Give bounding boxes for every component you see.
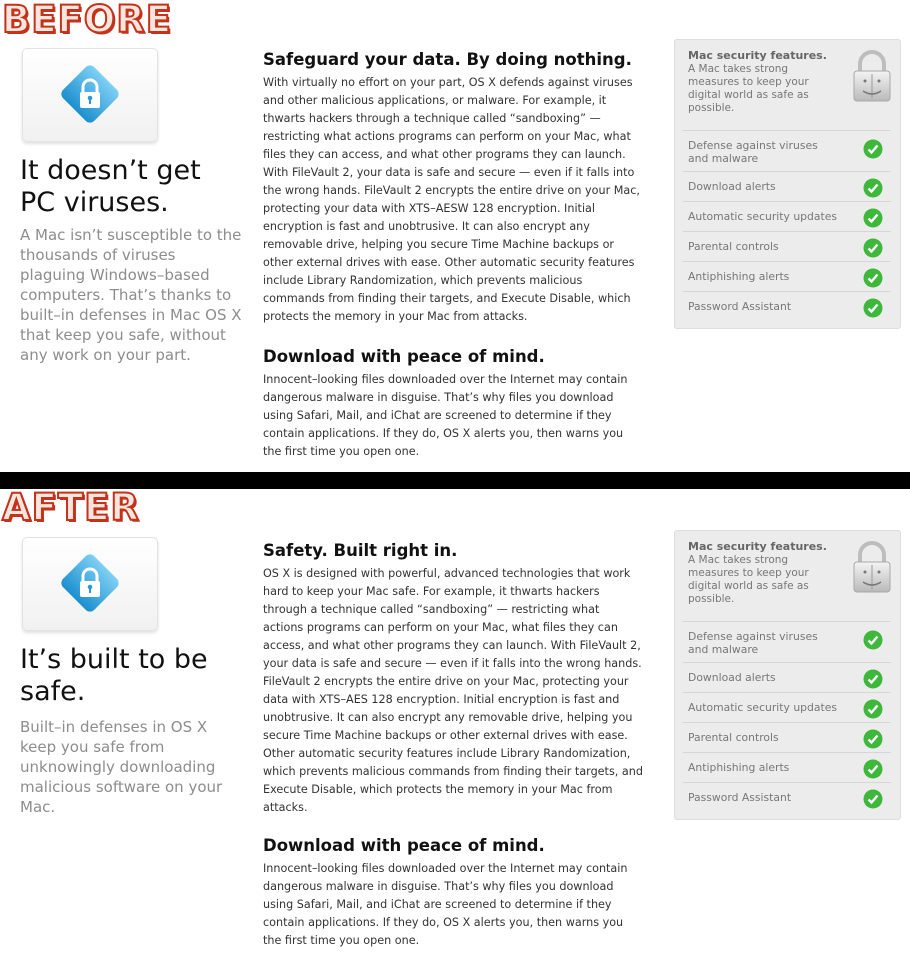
- feature-label: Password Assistant: [688, 791, 792, 804]
- section-download: [263, 836, 643, 950]
- section-body: OS X is designed with powerful, advanced technologies that work hard to keep your Mac safe. For example, it thwarts hackers through a technique called “sandboxing” — restricting what actions programs can perform on your Mac, what files they can access, and what other programs they can launch. With FileVault 2, your data is safe and secure — even if it falls into the wrong hands. FileVault 2 encrypts the entire drive on your Mac, protecting your data with XTS–AES 128 encryption. Initial encryption is fast and unobtrusive. It can also encrypt any removable drive, helping you secure Time Machine backups or other external drives with ease. Other automatic security features include Library Randomization, which prevents malicious commands from finding their targets, and Execute Disable, which protects the memory in your Mac from attacks.: [263, 567, 643, 814]
- section-title: Safeguard your data. By doing nothing.: [263, 50, 632, 69]
- green-check-icon: [863, 759, 883, 779]
- green-check-icon: [863, 789, 883, 809]
- section-safety: [263, 541, 643, 817]
- green-check-icon: [863, 669, 883, 689]
- panel-divider: [0, 472, 910, 489]
- before-label: BEFORE: [2, 0, 172, 41]
- list-item: [683, 231, 891, 261]
- list-item: [683, 201, 891, 231]
- green-check-icon: [863, 139, 883, 159]
- sidebar-description: A Mac takes strong measures to keep your digital world as safe as possible.: [688, 554, 809, 605]
- section-safeguard: [263, 50, 643, 326]
- list-item: [683, 692, 891, 722]
- green-check-icon: [863, 630, 883, 650]
- page-title: It’s built to be safe.: [20, 644, 208, 707]
- before-panel: [0, 0, 910, 472]
- feature-label: Defense against viruses and malware: [688, 630, 818, 656]
- section-title: Download with peace of mind.: [263, 836, 545, 855]
- page-subtitle: A Mac isn’t susceptible to the thousands of viruses plaguing Windows–based computers. That’s thanks to built–in defenses in Mac OS X that keep you safe, without any work on your part.: [20, 226, 242, 364]
- diamond-lock-icon: [56, 60, 124, 128]
- features-list: [683, 621, 891, 812]
- after-panel: [0, 489, 910, 961]
- page-subtitle: Built–in defenses in OS X keep you safe from unknowingly downloading malicious software on your Mac.: [20, 718, 223, 816]
- list-item: [683, 171, 891, 201]
- page-title: It doesn’t get PC viruses.: [20, 155, 201, 218]
- feature-label: Password Assistant: [688, 300, 792, 313]
- green-check-icon: [863, 729, 883, 749]
- green-check-icon: [863, 268, 883, 288]
- green-check-icon: [863, 298, 883, 318]
- section-body: With virtually no effort on your part, OS X defends against viruses and other malicious applications, or malware. For example, it thwarts hackers through a technique called “sandboxing” — restricting what actions programs can perform on your Mac, what files they can access, and what other programs they can launch. With FileVault 2, your data is safe and secure — even if it falls into the wrong hands. FileVault 2 encrypts the entire drive on your Mac, protecting your data with XTS–AESW 128 encryption. Initial encryption is fast and unobtrusive. It can also encrypt any removable drive, helping you secure Time Machine backups or other external drives with ease. Other automatic security features include Library Randomization, which prevents malicious commands from finding their targets, and Execute Disable, which protects the memory in your Mac from attacks.: [263, 76, 640, 323]
- list-item: [683, 782, 891, 812]
- feature-label: Download alerts: [688, 671, 776, 684]
- section-title: Download with peace of mind.: [263, 347, 545, 366]
- list-item: [683, 261, 891, 291]
- list-item: [683, 130, 891, 171]
- security-features-sidebar: [674, 39, 901, 329]
- sidebar-title: Mac security features.: [688, 49, 827, 62]
- green-check-icon: [863, 238, 883, 258]
- list-item: [683, 752, 891, 782]
- section-body: Innocent–looking files downloaded over the Internet may contain dangerous malware in disguise. That’s why files you download using Safari, Mail, and iChat are screened to determine if they contain applications. If they do, OS X alerts you, then warns you the first time you open one.: [263, 373, 628, 458]
- sidebar-title: Mac security features.: [688, 540, 827, 553]
- features-list: [683, 130, 891, 321]
- diamond-lock-icon: [56, 549, 124, 617]
- section-body: Innocent–looking files downloaded over the Internet may contain dangerous malware in disguise. That’s why files you download using Safari, Mail, and iChat are screened to determine if they contain applications. If they do, OS X alerts you, then warns you the first time you open one.: [263, 862, 628, 947]
- green-check-icon: [863, 178, 883, 198]
- list-item: [683, 662, 891, 692]
- feature-label: Parental controls: [688, 731, 779, 744]
- green-check-icon: [863, 699, 883, 719]
- feature-label: Defense against viruses and malware: [688, 139, 818, 165]
- list-item: [683, 722, 891, 752]
- feature-label: Automatic security updates: [688, 210, 838, 223]
- section-download: [263, 347, 643, 461]
- feature-label: Parental controls: [688, 240, 779, 253]
- feature-label: Automatic security updates: [688, 701, 838, 714]
- security-features-sidebar: [674, 530, 901, 820]
- list-item: [683, 621, 891, 662]
- after-label: AFTER: [2, 489, 140, 529]
- padlock-finder-icon: [851, 50, 893, 102]
- section-title: Safety. Built right in.: [263, 541, 458, 560]
- feature-label: Download alerts: [688, 180, 776, 193]
- green-check-icon: [863, 208, 883, 228]
- sidebar-description: A Mac takes strong measures to keep your digital world as safe as possible.: [688, 63, 809, 114]
- security-icon-tile: [22, 537, 158, 631]
- feature-label: Antiphishing alerts: [688, 761, 790, 774]
- list-item: [683, 291, 891, 321]
- feature-label: Antiphishing alerts: [688, 270, 790, 283]
- security-icon-tile: [22, 48, 158, 142]
- padlock-finder-icon: [851, 541, 893, 593]
